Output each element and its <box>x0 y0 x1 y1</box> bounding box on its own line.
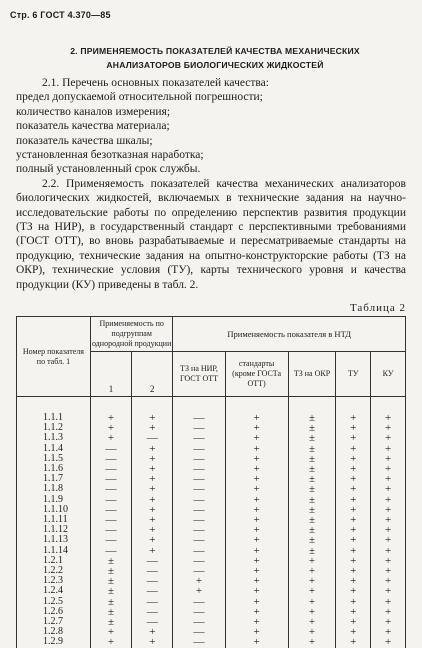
body-text <box>16 76 406 292</box>
list-item: полный установленный срок службы. <box>16 163 201 176</box>
applicability-cell: — <box>90 454 131 464</box>
applicability-cell: — <box>173 597 225 607</box>
row-number-cell: 1.1.2 <box>17 423 91 433</box>
applicability-cell: — <box>173 566 225 576</box>
applicability-cell: + <box>132 423 173 433</box>
applicability-cell: + <box>225 556 288 566</box>
row-number-cell: 1.1.11 <box>17 515 91 525</box>
applicability-cell: + <box>225 566 288 576</box>
applicability-cell: + <box>371 546 406 556</box>
applicability-cell: — <box>173 515 225 525</box>
table-row <box>17 495 406 505</box>
applicability-cell: + <box>336 444 371 454</box>
row-number-cell: 1.1.10 <box>17 505 91 515</box>
applicability-cell: — <box>132 556 173 566</box>
applicability-cell: + <box>132 464 173 474</box>
applicability-cell: + <box>288 617 336 627</box>
applicability-cell: — <box>173 627 225 637</box>
applicability-cell: ± <box>288 495 336 505</box>
row-number-cell: 1.2.9 <box>17 637 91 647</box>
applicability-cell: + <box>336 454 371 464</box>
applicability-cell: + <box>336 597 371 607</box>
applicability-cell: — <box>90 474 131 484</box>
applicability-cell: + <box>132 627 173 637</box>
list-item: показатель качества шкалы; <box>16 134 153 147</box>
section-title-line-2: АНАЛИЗАТОРОВ БИОЛОГИЧЕСКИХ ЖИДКОСТЕЙ <box>106 60 324 70</box>
applicability-cell: + <box>288 597 336 607</box>
applicability-cell: + <box>336 484 371 494</box>
applicability-cell: + <box>225 397 288 424</box>
sub-1-header: 1 <box>90 352 131 397</box>
list-item: предел допускаемой относительной погрешности; <box>16 91 263 104</box>
table-row <box>17 627 406 637</box>
applicability-cell: + <box>336 505 371 515</box>
tu-header: ТУ <box>336 352 371 397</box>
row-number-cell: 1.1.14 <box>17 546 91 556</box>
applicability-cell: ± <box>288 474 336 484</box>
applicability-cell: + <box>336 637 371 647</box>
applicability-cell: ± <box>288 433 336 443</box>
applicability-cell: — <box>173 525 225 535</box>
table-row <box>17 586 406 596</box>
applicability-cell: + <box>336 566 371 576</box>
applicability-cell: — <box>90 535 131 545</box>
table-row <box>17 617 406 627</box>
applicability-cell: ± <box>288 546 336 556</box>
table-row <box>17 576 406 586</box>
applicability-cell: + <box>288 566 336 576</box>
applicability-cell: + <box>132 515 173 525</box>
applicability-cell: + <box>336 546 371 556</box>
row-number-cell: 1.2.1 <box>17 556 91 566</box>
ntd-header: Применяемость показателя в НТД <box>173 317 406 352</box>
applicability-cell: + <box>371 474 406 484</box>
row-number-cell: 1.1.9 <box>17 495 91 505</box>
applicability-cell: + <box>90 397 131 424</box>
applicability-cell: — <box>173 433 225 443</box>
applicability-cell: — <box>173 556 225 566</box>
applicability-cell: + <box>336 586 371 596</box>
applicability-cell: + <box>132 495 173 505</box>
applicability-cell: — <box>173 444 225 454</box>
applicability-cell: + <box>371 525 406 535</box>
section-title-line-1: 2. ПРИМЕНЯЕМОСТЬ ПОКАЗАТЕЛЕЙ КАЧЕСТВА МЕХАНИЧЕСКИХ <box>70 46 360 56</box>
applicability-cell: + <box>225 525 288 535</box>
applicability-cell: ± <box>90 566 131 576</box>
row-number-cell: 1.1.1 <box>17 397 91 424</box>
applicability-cell: + <box>225 515 288 525</box>
list-item: установленная безотказная наработка; <box>16 149 204 162</box>
applicability-cell: — <box>90 484 131 494</box>
applicability-cell: + <box>371 627 406 637</box>
applicability-cell: + <box>288 607 336 617</box>
applicability-cell: ± <box>288 454 336 464</box>
para-2-2: 2.2. Применяемость показателей качества механических анализаторов биологических жидкостей, включаемых в технические задания на научно-исследовательские работы по определению перспектив развития продукции (ТЗ на НИР), в государственный стандарт с перспективными требованиями (ГОСТ ОТТ), во вновь разрабатываемые и пересматриваемые стандарты на продукцию, технические задания на опытно-конструкторские работы (ТЗ на ОКР), технические условия (ТУ), карты технического уровня и качества продукции (КУ) приведены в табл. 2. <box>16 177 406 291</box>
table-row <box>17 433 406 443</box>
applicability-table <box>16 316 406 648</box>
applicability-cell: + <box>90 637 131 647</box>
table-row <box>17 525 406 535</box>
applicability-cell: + <box>225 586 288 596</box>
applicability-cell: — <box>173 474 225 484</box>
applicability-cell: ± <box>90 576 131 586</box>
applicability-cell: + <box>371 484 406 494</box>
applicability-cell: + <box>371 607 406 617</box>
applicability-cell: + <box>336 535 371 545</box>
applicability-cell: — <box>132 617 173 627</box>
row-number-cell: 1.2.8 <box>17 627 91 637</box>
applicability-cell: + <box>336 556 371 566</box>
tz-okr-header: ТЗ на ОКР <box>288 352 336 397</box>
applicability-cell: + <box>225 607 288 617</box>
applicability-cell: ± <box>288 505 336 515</box>
applicability-cell: + <box>336 627 371 637</box>
row-number-cell: 1.1.3 <box>17 433 91 443</box>
table-row <box>17 397 406 424</box>
table-row <box>17 556 406 566</box>
applicability-cell: — <box>132 586 173 596</box>
applicability-cell: — <box>132 597 173 607</box>
applicability-cell: + <box>225 546 288 556</box>
ku-header: КУ <box>371 352 406 397</box>
row-number-cell: 1.2.7 <box>17 617 91 627</box>
row-number-cell: 1.1.6 <box>17 464 91 474</box>
applicability-cell: + <box>132 397 173 424</box>
table-row <box>17 546 406 556</box>
applicability-cell: + <box>371 535 406 545</box>
table-row <box>17 607 406 617</box>
applicability-cell: + <box>371 454 406 464</box>
applicability-cell: + <box>336 433 371 443</box>
applicability-cell: — <box>173 464 225 474</box>
applicability-cell: + <box>173 576 225 586</box>
applicability-cell: — <box>90 505 131 515</box>
row-number-cell: 1.2.4 <box>17 586 91 596</box>
applicability-cell: + <box>288 556 336 566</box>
applicability-cell: + <box>336 576 371 586</box>
applicability-cell: — <box>90 464 131 474</box>
applicability-cell: ± <box>90 556 131 566</box>
applicability-cell: — <box>173 423 225 433</box>
table-row <box>17 515 406 525</box>
row-number-cell: 1.2.5 <box>17 597 91 607</box>
applicability-cell: + <box>336 495 371 505</box>
table-caption: Таблица 2 <box>349 302 406 314</box>
applicability-cell: — <box>90 495 131 505</box>
applicability-cell: ± <box>288 444 336 454</box>
applicability-cell: + <box>225 474 288 484</box>
applicability-cell: + <box>225 444 288 454</box>
applicability-cell: — <box>173 546 225 556</box>
para-2-1-intro: 2.1. Перечень основных показателей качества: <box>42 77 269 89</box>
applicability-cell: + <box>225 535 288 545</box>
applicability-cell: ± <box>288 525 336 535</box>
applicability-cell: — <box>132 576 173 586</box>
applicability-cell: + <box>371 433 406 443</box>
row-number-cell: 1.2.6 <box>17 607 91 617</box>
applicability-cell: + <box>288 586 336 596</box>
table-row <box>17 535 406 545</box>
applicability-cell: — <box>90 515 131 525</box>
applicability-cell: + <box>225 617 288 627</box>
applicability-cell: + <box>132 474 173 484</box>
applicability-cell: — <box>132 433 173 443</box>
applicability-cell: + <box>225 464 288 474</box>
table-row <box>17 484 406 494</box>
applicability-cell: — <box>173 637 225 647</box>
applicability-cell: + <box>225 433 288 443</box>
table-row <box>17 454 406 464</box>
table-row <box>17 566 406 576</box>
tz-nir-header: ТЗ на НИР, ГОСТ ОТТ <box>173 352 225 397</box>
applicability-cell: + <box>225 505 288 515</box>
applicability-cell: + <box>336 607 371 617</box>
table-row <box>17 505 406 515</box>
applicability-cell: + <box>225 637 288 647</box>
applicability-cell: ± <box>90 597 131 607</box>
applicability-cell: + <box>173 586 225 596</box>
applicability-cell: + <box>371 505 406 515</box>
applicability-cell: + <box>132 525 173 535</box>
applicability-cell: — <box>173 617 225 627</box>
applicability-cell: + <box>371 397 406 424</box>
applicability-cell: + <box>225 627 288 637</box>
row-number-cell: 1.1.7 <box>17 474 91 484</box>
applicability-cell: + <box>371 423 406 433</box>
applicability-cell: + <box>336 525 371 535</box>
standards-header: стандарты (кроме ГОСТа ОТТ) <box>225 352 288 397</box>
applicability-cell: ± <box>288 397 336 424</box>
applicability-cell: + <box>132 637 173 647</box>
applicability-cell: — <box>173 495 225 505</box>
applicability-cell: + <box>371 586 406 596</box>
applicability-cell: + <box>132 484 173 494</box>
applicability-cell: + <box>90 627 131 637</box>
applicability-cell: + <box>371 495 406 505</box>
applicability-cell: + <box>336 423 371 433</box>
table-row <box>17 464 406 474</box>
applicability-cell: — <box>90 525 131 535</box>
applicability-cell: + <box>132 505 173 515</box>
applicability-cell: ± <box>288 423 336 433</box>
table-row <box>17 444 406 454</box>
applicability-cell: — <box>173 535 225 545</box>
subgroup-header: Применяемость по подгруппам однородной продукции <box>90 317 173 352</box>
applicability-cell: + <box>225 484 288 494</box>
applicability-cell: ± <box>90 586 131 596</box>
applicability-cell: ± <box>288 535 336 545</box>
applicability-cell: + <box>336 515 371 525</box>
section-title <box>40 44 390 72</box>
applicability-cell: + <box>288 637 336 647</box>
page-header: Стр. 6 ГОСТ 4.370—85 <box>10 10 111 20</box>
applicability-cell: ± <box>90 607 131 617</box>
applicability-cell: + <box>336 397 371 424</box>
applicability-cell: + <box>132 444 173 454</box>
list-item: количество каналов измерения; <box>16 105 171 118</box>
applicability-cell: — <box>90 444 131 454</box>
applicability-cell: + <box>371 597 406 607</box>
applicability-cell: + <box>336 464 371 474</box>
applicability-cell: ± <box>288 464 336 474</box>
applicability-cell: + <box>336 474 371 484</box>
row-number-cell: 1.1.8 <box>17 484 91 494</box>
applicability-cell: — <box>132 607 173 617</box>
applicability-cell: + <box>371 566 406 576</box>
table-row <box>17 423 406 433</box>
applicability-cell: + <box>371 637 406 647</box>
applicability-cell: + <box>336 617 371 627</box>
applicability-cell: + <box>132 535 173 545</box>
applicability-cell: + <box>371 464 406 474</box>
applicability-cell: + <box>371 444 406 454</box>
applicability-cell: ± <box>288 484 336 494</box>
row-number-cell: 1.1.4 <box>17 444 91 454</box>
applicability-cell: + <box>225 423 288 433</box>
sub-2-header: 2 <box>132 352 173 397</box>
applicability-cell: — <box>173 397 225 424</box>
applicability-cell: + <box>132 454 173 464</box>
row-number-cell: 1.1.13 <box>17 535 91 545</box>
applicability-cell: + <box>371 576 406 586</box>
applicability-cell: — <box>173 484 225 494</box>
applicability-cell: + <box>288 627 336 637</box>
applicability-cell: + <box>132 546 173 556</box>
applicability-cell: + <box>90 433 131 443</box>
applicability-cell: + <box>225 576 288 586</box>
row-number-cell: 1.2.2 <box>17 566 91 576</box>
applicability-cell: — <box>173 505 225 515</box>
col-number-header: Номер показателя по табл. 1 <box>17 317 91 397</box>
applicability-cell: — <box>173 454 225 464</box>
list-item: показатель качества материала; <box>16 120 170 133</box>
table-row <box>17 474 406 484</box>
applicability-cell: + <box>288 576 336 586</box>
row-number-cell: 1.1.12 <box>17 525 91 535</box>
applicability-cell: + <box>225 495 288 505</box>
applicability-cell: — <box>173 607 225 617</box>
applicability-cell: ± <box>288 515 336 525</box>
applicability-cell: + <box>371 556 406 566</box>
applicability-cell: + <box>371 617 406 627</box>
applicability-cell: + <box>225 454 288 464</box>
row-number-cell: 1.2.3 <box>17 576 91 586</box>
table-row <box>17 597 406 607</box>
applicability-cell: — <box>132 566 173 576</box>
applicability-cell: ± <box>90 617 131 627</box>
row-number-cell: 1.1.5 <box>17 454 91 464</box>
applicability-cell: + <box>90 423 131 433</box>
applicability-cell: + <box>225 597 288 607</box>
table-body <box>17 397 406 648</box>
applicability-cell: — <box>90 546 131 556</box>
applicability-cell: + <box>371 515 406 525</box>
